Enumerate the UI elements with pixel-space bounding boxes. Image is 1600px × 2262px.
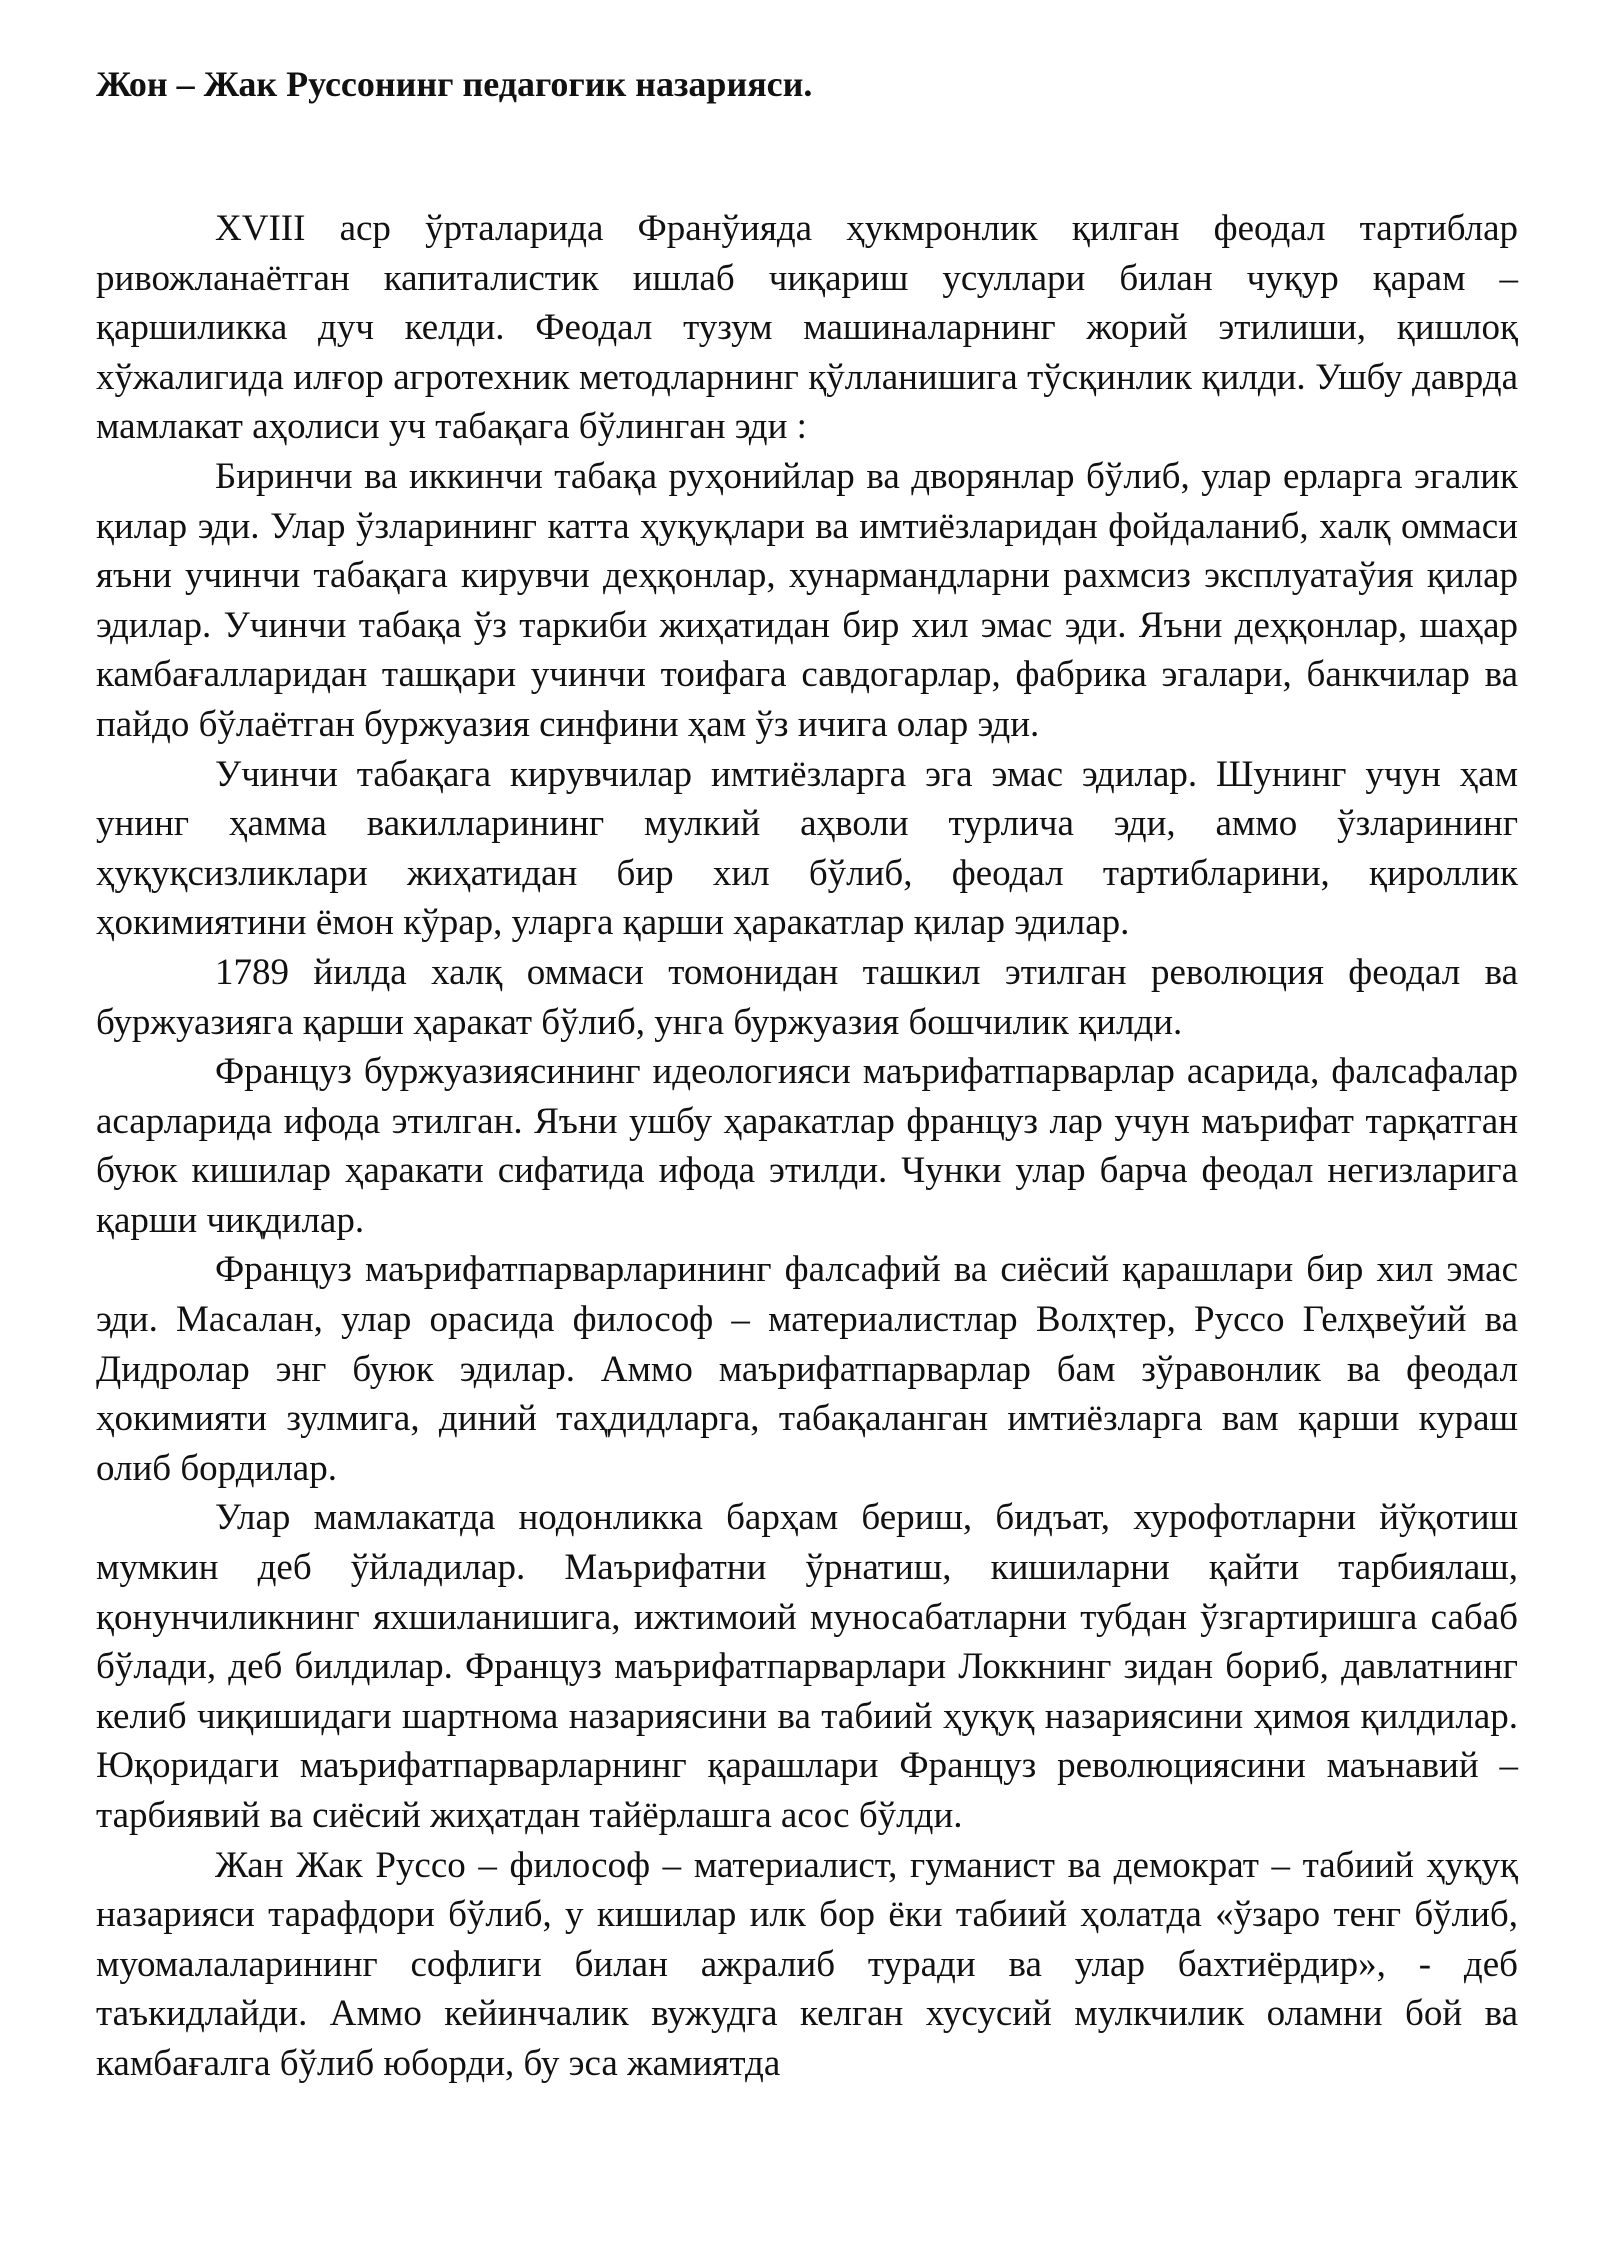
paragraph-4: 1789 йилда халқ оммаси томонидан ташкил этилган революция феодал ва буржуазияга қарши ҳаракат бўлиб, унга буржуазия бошчилик қилди. [96,951,1518,1043]
document-body [96,204,1518,2089]
paragraph-2: Биринчи ва иккинчи табақа руҳонийлар ва дворянлар бўлиб, улар ерларга эгалик қилар эди. Улар ўзларининг катта ҳуқуқлари ва имтиёзларидан фойдаланиб, халқ оммаси яъни учинчи табақага кирувчи деҳқонлар, хунармандларни рахмсиз эксплуатаўия қилар эдилар. Учинчи табақа ўз таркиби жиҳатидан бир хил эмас эди. Яъни деҳқонлар, шаҳар камбағалларидан ташқари учинчи тоифага савдогарлар, фабрика эгалари, банкчилар ва пайдо бўлаётган буржуазия синфини ҳам ўз ичига олар эди. [96,455,1518,745]
paragraph-6: Француз маърифатпарварларининг фалсафий ва сиёсий қарашлари бир хил эмас эди. Масалан, улар орасида философ – материалистлар Волҳтер, Руссо Гелҳвеўий ва Дидролар энг буюк эдилар. Аммо маърифатпарварлар бам зўравонлик ва феодал ҳокимияти зулмига, диний таҳдидларга, табақаланган имтиёзларга вам қарши кураш олиб бордилар. [96,1249,1518,1489]
paragraph-1: XVIII аср ўрталарида Франўияда ҳукмронлик қилган феодал тартиблар ривожланаётган капиталистик ишлаб чиқариш усуллари билан чуқур қарам – қаршиликка дуч келди. Феодал тузум машиналарнинг жорий этилиши, қишлоқ хўжалигида илғор агротехник методларнинг қўлланишига тўсқинлик қилди. Ушбу даврда мамлакат аҳолиси уч табақага бўлинган эди : [96,208,1518,448]
paragraph-3: Учинчи табақага кирувчилар имтиёзларга эга эмас эдилар. Шунинг учун ҳам унинг ҳамма вакилларининг мулкий аҳволи турлича эди, аммо ўзларининг ҳуқуқсизликлари жиҳатидан бир хил бўлиб, феодал тартибларини, қироллик ҳокимиятини ёмон кўрар, уларга қарши ҳаракатлар қилар эдилар. [96,753,1518,944]
paragraph-7: Улар мамлакатда нодонликка барҳам бериш, бидъат, хурофотларни йўқотиш мумкин деб ўйладилар. Маърифатни ўрнатиш, кишиларни қайти тарбиялаш, қонунчиликнинг яхшиланишига, ижтимоий муносабатларни тубдан ўзгартиришга сабаб бўлади, деб билдилар. Француз маърифатпарварлари Локкнинг зидан бориб, давлатнинг келиб чиқишидаги шартнома назариясини ва табиий ҳуқуқ назариясини ҳимоя қилдилар. Юқоридаги маърифатпарварларнинг қарашлари Француз революциясини маънавий – тарбиявий ва сиёсий жиҳатдан тайёрлашга асос бўлди. [96,1497,1518,1836]
paragraph-8: Жан Жак Руссо – философ – материалист, гуманист ва демократ – табиий ҳуқуқ назарияси тарафдори бўлиб, у кишилар илк бор ёки табиий ҳолатда «ўзаро тенг бўлиб, муомалаларининг софлиги билан ажралиб туради ва улар бахтиёрдир», - деб таъкидлайди. Аммо кейинчалик вужудга келган хусусий мулкчилик оламни бой ва камбағалга бўлиб юборди, бу эса жамиятда [96,1844,1518,2084]
paragraph-5: Француз буржуазиясининг идеологияси маърифатпарварлар асарида, фалсафалар асарларида ифода этилган. Яъни ушбу ҳаракатлар француз лар учун маърифат тарқатган буюк кишилар ҳаракати сифатида ифода этилди. Чунки улар барча феодал негизларига қарши чиқдилар. [96,1051,1518,1241]
page-title: Жон – Жак Руссонинг педагогик назарияси. [96,64,813,104]
